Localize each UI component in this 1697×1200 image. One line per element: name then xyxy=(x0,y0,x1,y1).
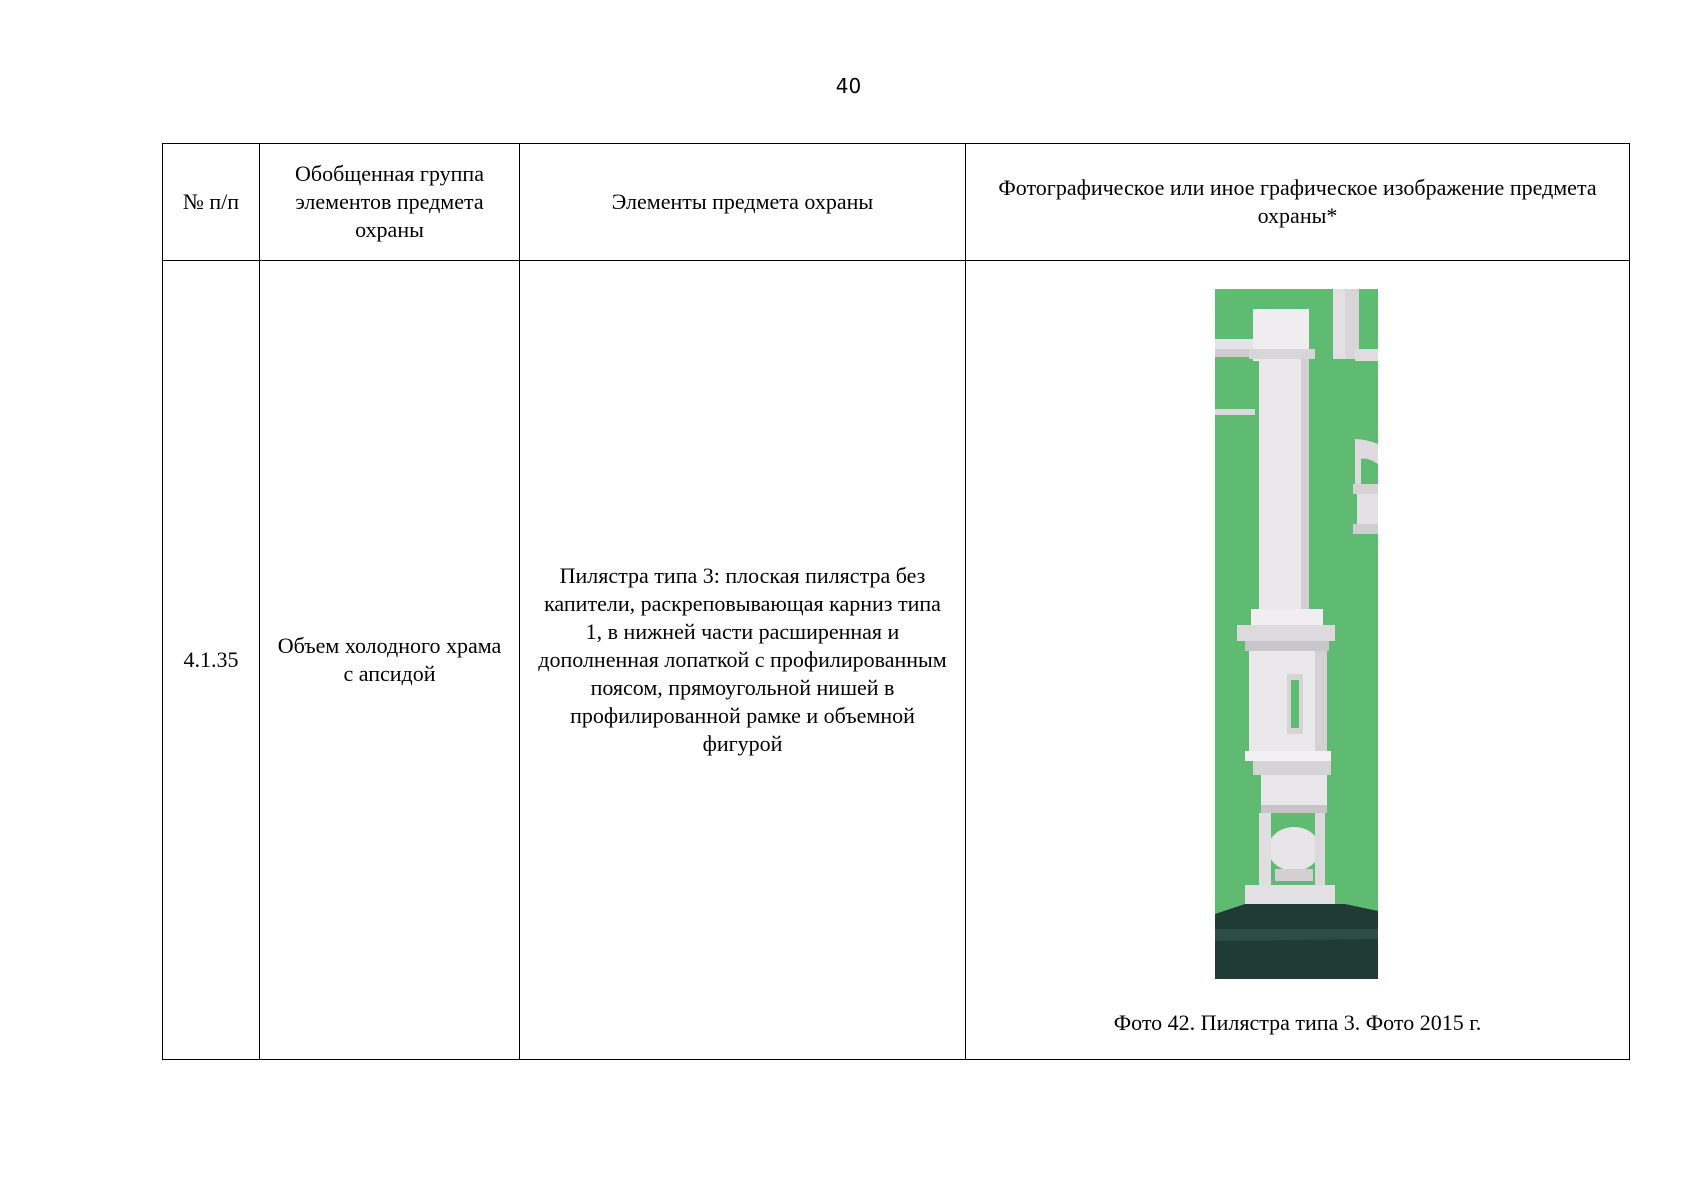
header-number: № п/п xyxy=(163,144,260,261)
table-row xyxy=(163,261,1630,1060)
photo-caption: Фото 42. Пилястра типа 3. Фото 2015 г. xyxy=(1113,1010,1482,1035)
header-elements: Элементы предмета охраны xyxy=(520,144,966,261)
protection-table xyxy=(162,143,1630,1060)
row-group: Объем холодного храма с апсидой xyxy=(260,261,520,1060)
table-header-row xyxy=(163,144,1630,261)
pilaster-photo xyxy=(1215,289,1378,979)
page-number: 40 xyxy=(835,74,862,98)
header-group: Обобщенная группа элементов предмета охраны xyxy=(260,144,520,261)
header-image: Фотографическое или иное графическое изображение предмета охраны* xyxy=(966,144,1630,261)
row-photo-cell xyxy=(966,261,1630,1060)
row-elements: Пилястра типа 3: плоская пилястра без капители, раскреповывающая карниз типа 1, в нижней части расширенная и дополненная лопаткой с профилированным поясом, прямоугольной нишей в профилированной рамке и объемной фигурой xyxy=(520,261,966,1060)
row-number: 4.1.35 xyxy=(163,261,260,1060)
